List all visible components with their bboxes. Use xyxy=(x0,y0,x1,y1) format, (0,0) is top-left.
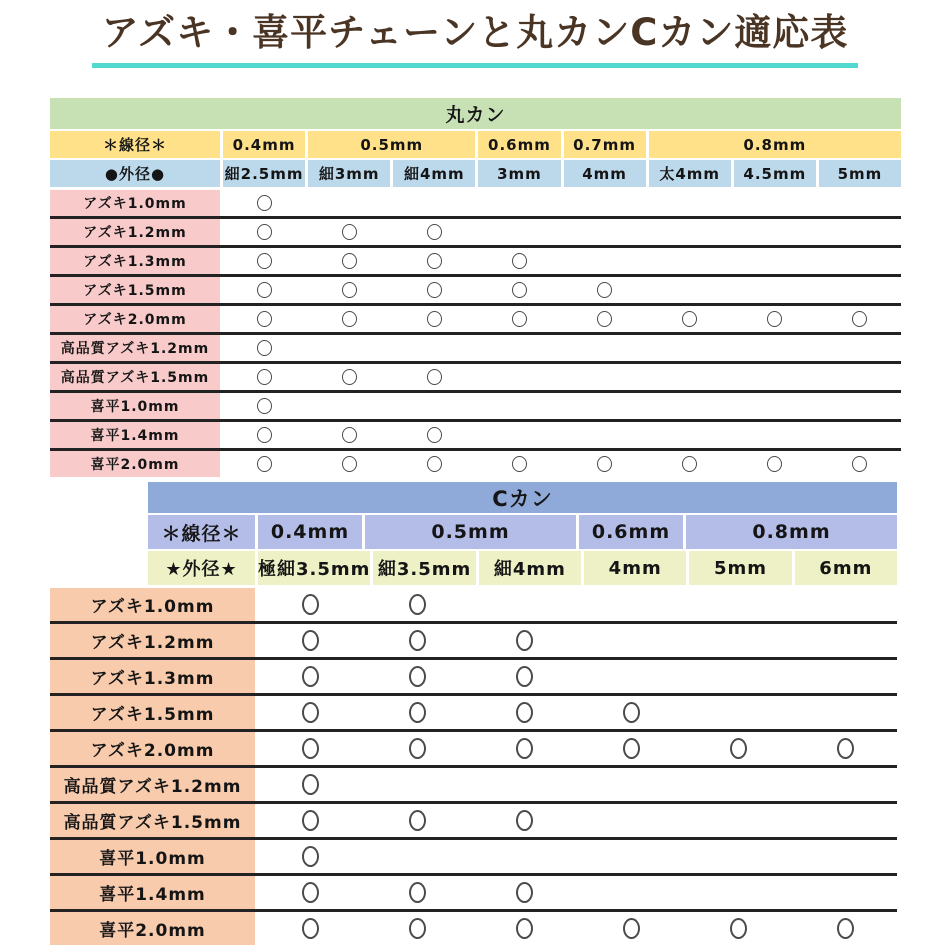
row-label: アズキ1.5mm xyxy=(50,277,220,303)
mark-cell xyxy=(308,277,390,303)
circle-mark-icon xyxy=(302,630,319,651)
table-row xyxy=(50,219,901,245)
mark-cell xyxy=(478,248,560,274)
row-label: アズキ1.0mm xyxy=(50,588,255,621)
circle-mark-icon xyxy=(302,882,319,903)
circle-mark-icon xyxy=(682,456,697,472)
circle-mark-icon xyxy=(342,253,357,269)
mark-cell xyxy=(308,190,390,216)
circle-mark-icon xyxy=(342,224,357,240)
mark-cell xyxy=(258,624,362,657)
row-label: アズキ2.0mm xyxy=(50,732,255,765)
table-row xyxy=(50,248,901,274)
mark-cell xyxy=(393,364,475,390)
mark-cell xyxy=(365,696,469,729)
mark-cell xyxy=(478,364,560,390)
mark-cell xyxy=(686,696,790,729)
mark-cell xyxy=(793,912,897,945)
table-row xyxy=(50,451,901,477)
row-label: 喜平1.4mm xyxy=(50,876,255,909)
mark-cell xyxy=(819,451,901,477)
row-label: 高品質アズキ1.5mm xyxy=(50,804,255,837)
mark-cell xyxy=(686,768,790,801)
circle-mark-icon xyxy=(257,456,272,472)
outer-diameter-value: 5mm xyxy=(689,551,791,585)
table-row xyxy=(50,696,897,729)
row-label: 喜平2.0mm xyxy=(50,451,220,477)
mark-cell xyxy=(223,277,305,303)
mark-cell xyxy=(478,219,560,245)
circle-mark-icon xyxy=(342,282,357,298)
mark-cell xyxy=(819,364,901,390)
mark-cell xyxy=(258,804,362,837)
circle-mark-icon xyxy=(730,918,747,939)
table-row xyxy=(50,660,897,693)
circle-mark-icon xyxy=(516,630,533,651)
mark-cell xyxy=(649,277,731,303)
table-marukan xyxy=(50,98,901,477)
circle-mark-icon xyxy=(837,918,854,939)
row-label: アズキ2.0mm xyxy=(50,306,220,332)
mark-cell xyxy=(649,364,731,390)
table-row xyxy=(50,624,897,657)
outer-diameter-value: 4mm xyxy=(564,160,646,187)
wire-diameter-value: 0.5mm xyxy=(308,131,475,158)
row-label: 喜平1.0mm xyxy=(50,840,255,873)
circle-mark-icon xyxy=(516,882,533,903)
outer-diameter-value: 細3.5mm xyxy=(373,551,475,585)
wire-diameter-value: 0.6mm xyxy=(478,131,560,158)
table-row xyxy=(50,190,901,216)
mark-cell xyxy=(686,660,790,693)
table-title-cell: Cカン xyxy=(148,482,897,513)
circle-mark-icon xyxy=(837,738,854,759)
circle-mark-icon xyxy=(852,311,867,327)
table-title-cell: 丸カン xyxy=(50,98,901,129)
circle-mark-icon xyxy=(597,282,612,298)
mark-cell xyxy=(258,876,362,909)
mark-cell xyxy=(564,190,646,216)
mark-cell xyxy=(478,335,560,361)
mark-cell xyxy=(819,219,901,245)
mark-cell xyxy=(579,876,683,909)
mark-cell xyxy=(223,306,305,332)
mark-cell xyxy=(793,624,897,657)
mark-cell xyxy=(819,335,901,361)
wire-diameter-value: 0.4mm xyxy=(258,515,362,549)
mark-cell xyxy=(223,451,305,477)
mark-cell xyxy=(393,451,475,477)
circle-mark-icon xyxy=(257,224,272,240)
circle-mark-icon xyxy=(409,630,426,651)
mark-cell xyxy=(649,306,731,332)
mark-cell xyxy=(223,335,305,361)
circle-mark-icon xyxy=(730,738,747,759)
mark-cell xyxy=(734,422,816,448)
mark-cell xyxy=(393,219,475,245)
mark-cell xyxy=(308,364,390,390)
mark-cell xyxy=(734,190,816,216)
mark-cell xyxy=(819,422,901,448)
mark-cell xyxy=(734,393,816,419)
circle-mark-icon xyxy=(512,311,527,327)
circle-mark-icon xyxy=(257,340,272,356)
outer-diameter-value: 4mm xyxy=(584,551,686,585)
mark-cell xyxy=(564,335,646,361)
row-label: 喜平1.4mm xyxy=(50,422,220,448)
mark-cell xyxy=(308,306,390,332)
wire-diameter-label: ＊線径＊ xyxy=(50,131,220,158)
mark-cell xyxy=(478,306,560,332)
outer-diameter-value: 細3mm xyxy=(308,160,390,187)
mark-cell xyxy=(649,190,731,216)
circle-mark-icon xyxy=(302,774,319,795)
page-title: アズキ・喜平チェーンと丸カンCカン適応表 xyxy=(92,10,859,68)
mark-cell xyxy=(478,422,560,448)
mark-cell xyxy=(819,248,901,274)
mark-cell xyxy=(365,768,469,801)
mark-cell xyxy=(472,768,576,801)
row-label: アズキ1.2mm xyxy=(50,624,255,657)
mark-cell xyxy=(308,248,390,274)
table-row xyxy=(50,364,901,390)
mark-cell xyxy=(365,660,469,693)
wire-diameter-value: 0.4mm xyxy=(223,131,305,158)
outer-diameter-value: 極細3.5mm xyxy=(258,551,370,585)
circle-mark-icon xyxy=(257,253,272,269)
table-row xyxy=(50,335,901,361)
circle-mark-icon xyxy=(767,311,782,327)
circle-mark-icon xyxy=(512,456,527,472)
outer-diameter-value: 4.5mm xyxy=(734,160,816,187)
circle-mark-icon xyxy=(623,702,640,723)
mark-cell xyxy=(564,422,646,448)
outer-diameter-value: 細2.5mm xyxy=(223,160,305,187)
mark-cell xyxy=(564,393,646,419)
mark-cell xyxy=(579,588,683,621)
circle-mark-icon xyxy=(516,702,533,723)
mark-cell xyxy=(579,768,683,801)
circle-mark-icon xyxy=(342,456,357,472)
circle-mark-icon xyxy=(512,253,527,269)
table-row xyxy=(50,588,897,621)
circle-mark-icon xyxy=(342,311,357,327)
mark-cell xyxy=(258,696,362,729)
circle-mark-icon xyxy=(302,918,319,939)
table-row xyxy=(50,306,901,332)
row-label: アズキ1.3mm xyxy=(50,248,220,274)
title-bar xyxy=(0,10,950,68)
mark-cell xyxy=(793,732,897,765)
row-label: アズキ1.3mm xyxy=(50,660,255,693)
mark-cell xyxy=(734,364,816,390)
mark-cell xyxy=(308,422,390,448)
mark-cell xyxy=(472,840,576,873)
circle-mark-icon xyxy=(257,195,272,211)
mark-cell xyxy=(365,876,469,909)
table-row xyxy=(50,732,897,765)
table-row xyxy=(50,912,897,945)
row-label: アズキ1.0mm xyxy=(50,190,220,216)
mark-cell xyxy=(472,588,576,621)
mark-cell xyxy=(223,422,305,448)
row-label: 高品質アズキ1.5mm xyxy=(50,364,220,390)
mark-cell xyxy=(365,732,469,765)
mark-cell xyxy=(365,804,469,837)
circle-mark-icon xyxy=(409,666,426,687)
mark-cell xyxy=(734,277,816,303)
mark-cell xyxy=(472,732,576,765)
wire-diameter-label: ＊線径＊ xyxy=(148,515,255,549)
mark-cell xyxy=(258,732,362,765)
outer-diameter-value: 細4mm xyxy=(479,551,581,585)
mark-cell xyxy=(365,912,469,945)
mark-cell xyxy=(258,660,362,693)
mark-cell xyxy=(564,277,646,303)
circle-mark-icon xyxy=(257,369,272,385)
circle-mark-icon xyxy=(682,311,697,327)
mark-cell xyxy=(686,912,790,945)
mark-cell xyxy=(734,248,816,274)
mark-cell xyxy=(393,248,475,274)
mark-cell xyxy=(223,190,305,216)
circle-mark-icon xyxy=(516,738,533,759)
outer-diameter-value: 6mm xyxy=(795,551,897,585)
circle-mark-icon xyxy=(257,427,272,443)
mark-cell xyxy=(365,624,469,657)
mark-cell xyxy=(223,248,305,274)
mark-cell xyxy=(793,804,897,837)
circle-mark-icon xyxy=(409,594,426,615)
mark-cell xyxy=(393,190,475,216)
mark-cell xyxy=(793,876,897,909)
outer-diameter-value: 5mm xyxy=(819,160,901,187)
mark-cell xyxy=(308,335,390,361)
mark-cell xyxy=(734,451,816,477)
circle-mark-icon xyxy=(409,918,426,939)
mark-cell xyxy=(258,588,362,621)
wire-diameter-value: 0.8mm xyxy=(686,515,897,549)
circle-mark-icon xyxy=(852,456,867,472)
circle-mark-icon xyxy=(516,666,533,687)
mark-cell xyxy=(649,248,731,274)
mark-cell xyxy=(793,588,897,621)
mark-cell xyxy=(308,219,390,245)
mark-cell xyxy=(393,306,475,332)
mark-cell xyxy=(734,219,816,245)
row-label: アズキ1.2mm xyxy=(50,219,220,245)
table-row xyxy=(50,393,901,419)
mark-cell xyxy=(223,364,305,390)
circle-mark-icon xyxy=(427,456,442,472)
mark-cell xyxy=(472,912,576,945)
wire-diameter-value: 0.8mm xyxy=(649,131,901,158)
outer-diameter-value: 細4mm xyxy=(393,160,475,187)
wire-diameter-row xyxy=(50,131,901,158)
mark-cell xyxy=(686,588,790,621)
mark-cell xyxy=(393,393,475,419)
mark-cell xyxy=(564,248,646,274)
mark-cell xyxy=(793,768,897,801)
mark-cell xyxy=(686,804,790,837)
mark-cell xyxy=(686,840,790,873)
circle-mark-icon xyxy=(512,282,527,298)
mark-cell xyxy=(564,364,646,390)
mark-cell xyxy=(579,660,683,693)
table-row xyxy=(50,804,897,837)
table-title-row xyxy=(50,98,901,129)
mark-cell xyxy=(478,393,560,419)
outer-diameter-value: 太4mm xyxy=(649,160,731,187)
circle-mark-icon xyxy=(427,311,442,327)
mark-cell xyxy=(819,277,901,303)
mark-cell xyxy=(649,393,731,419)
mark-cell xyxy=(819,190,901,216)
mark-cell xyxy=(308,393,390,419)
table-row xyxy=(50,768,897,801)
mark-cell xyxy=(564,219,646,245)
circle-mark-icon xyxy=(516,810,533,831)
circle-mark-icon xyxy=(516,918,533,939)
mark-cell xyxy=(472,660,576,693)
row-label: アズキ1.5mm xyxy=(50,696,255,729)
mark-cell xyxy=(686,624,790,657)
mark-cell xyxy=(649,335,731,361)
outer-diameter-row xyxy=(50,551,897,585)
mark-cell xyxy=(393,335,475,361)
circle-mark-icon xyxy=(597,456,612,472)
circle-mark-icon xyxy=(302,810,319,831)
mark-cell xyxy=(564,306,646,332)
mark-cell xyxy=(258,768,362,801)
circle-mark-icon xyxy=(302,846,319,867)
row-label: 喜平1.0mm xyxy=(50,393,220,419)
circle-mark-icon xyxy=(427,224,442,240)
circle-mark-icon xyxy=(342,369,357,385)
circle-mark-icon xyxy=(302,702,319,723)
outer-diameter-row xyxy=(50,160,901,187)
wire-diameter-value: 0.5mm xyxy=(365,515,576,549)
table-ckan xyxy=(50,482,897,945)
circle-mark-icon xyxy=(623,738,640,759)
mark-cell xyxy=(579,804,683,837)
mark-cell xyxy=(793,840,897,873)
circle-mark-icon xyxy=(302,666,319,687)
mark-cell xyxy=(365,840,469,873)
mark-cell xyxy=(393,277,475,303)
mark-cell xyxy=(472,876,576,909)
circle-mark-icon xyxy=(302,738,319,759)
wire-diameter-value: 0.7mm xyxy=(564,131,646,158)
circle-mark-icon xyxy=(409,810,426,831)
mark-cell xyxy=(308,451,390,477)
mark-cell xyxy=(686,876,790,909)
mark-cell xyxy=(734,335,816,361)
row-label: 喜平2.0mm xyxy=(50,912,255,945)
mark-cell xyxy=(472,624,576,657)
circle-mark-icon xyxy=(409,702,426,723)
circle-mark-icon xyxy=(409,738,426,759)
circle-mark-icon xyxy=(427,282,442,298)
mark-cell xyxy=(793,660,897,693)
circle-mark-icon xyxy=(623,918,640,939)
circle-mark-icon xyxy=(302,594,319,615)
mark-cell xyxy=(734,306,816,332)
mark-cell xyxy=(223,219,305,245)
mark-cell xyxy=(686,732,790,765)
mark-cell xyxy=(819,393,901,419)
wire-diameter-value: 0.6mm xyxy=(579,515,683,549)
circle-mark-icon xyxy=(257,311,272,327)
mark-cell xyxy=(649,219,731,245)
circle-mark-icon xyxy=(767,456,782,472)
mark-cell xyxy=(579,696,683,729)
row-label: 高品質アズキ1.2mm xyxy=(50,768,255,801)
circle-mark-icon xyxy=(427,369,442,385)
circle-mark-icon xyxy=(409,882,426,903)
outer-diameter-value: 3mm xyxy=(478,160,560,187)
mark-cell xyxy=(579,732,683,765)
circle-mark-icon xyxy=(257,282,272,298)
mark-cell xyxy=(649,451,731,477)
mark-cell xyxy=(478,190,560,216)
mark-cell xyxy=(478,451,560,477)
mark-cell xyxy=(472,804,576,837)
table-row xyxy=(50,876,897,909)
table-title-row xyxy=(50,482,897,513)
mark-cell xyxy=(478,277,560,303)
table-row xyxy=(50,277,901,303)
mark-cell xyxy=(258,912,362,945)
table-row xyxy=(50,422,901,448)
circle-mark-icon xyxy=(427,427,442,443)
circle-mark-icon xyxy=(257,398,272,414)
mark-cell xyxy=(579,912,683,945)
circle-mark-icon xyxy=(597,311,612,327)
mark-cell xyxy=(258,840,362,873)
mark-cell xyxy=(223,393,305,419)
circle-mark-icon xyxy=(427,253,442,269)
wire-diameter-row xyxy=(50,515,897,549)
mark-cell xyxy=(365,588,469,621)
mark-cell xyxy=(472,696,576,729)
table-row xyxy=(50,840,897,873)
mark-cell xyxy=(579,840,683,873)
mark-cell xyxy=(564,451,646,477)
outer-diameter-label: ★外径★ xyxy=(148,551,255,585)
mark-cell xyxy=(393,422,475,448)
outer-diameter-label: ●外径● xyxy=(50,160,220,187)
row-label: 高品質アズキ1.2mm xyxy=(50,335,220,361)
circle-mark-icon xyxy=(342,427,357,443)
mark-cell xyxy=(579,624,683,657)
mark-cell xyxy=(649,422,731,448)
mark-cell xyxy=(793,696,897,729)
mark-cell xyxy=(819,306,901,332)
